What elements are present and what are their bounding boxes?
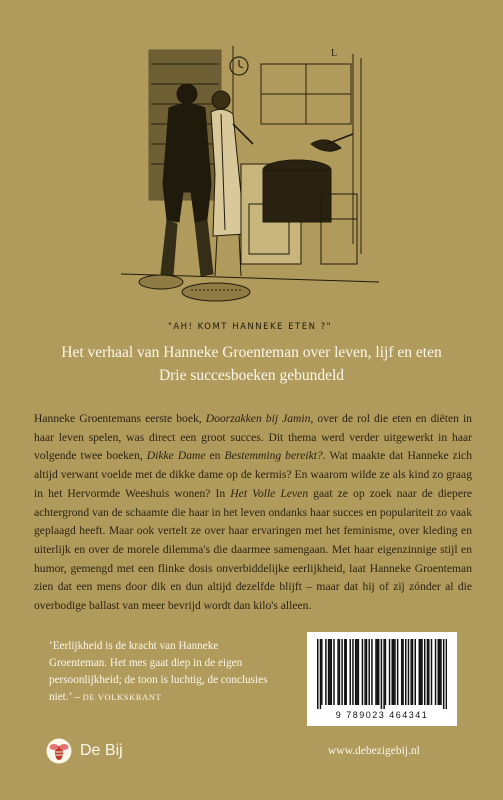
barcode-bar (344, 639, 346, 705)
book-title-bestemming: Bestemming bereikt? (224, 449, 323, 463)
blurb-text: en (205, 449, 225, 463)
barcode-bar (420, 639, 422, 705)
barcode-bar (345, 639, 347, 705)
barcode-bar (362, 639, 364, 705)
barcode-bar (333, 639, 335, 705)
barcode-bar (394, 639, 396, 705)
blurb-text: gaat ze op zoek naar de diepere achtergrond van de schaamte die haar in het leven ondanks haar succes en populariteit zo vaak geplaagd heeft. Maar ook vertelt ze over haar ervaringen met het feminisme, over kleding en uiterlijk en over de morele dilemma's die daarmee samengaan. Met haar eigenzinnige stijl en humor, gemengd met een flinke dosis onverbiddelijke eerlijkheid, laat Hanneke Groenteman zien dat een mens door dik en dun altijd dezelfde blijft – maar dat hij of zij zónder al die overbodige ballast van meer bevrijd wordt dan kilo's alleen. (34, 486, 472, 613)
back-cover-blurb (34, 410, 472, 616)
barcode-bar (381, 639, 383, 709)
barcode-bar (419, 639, 421, 705)
barcode-bar (321, 639, 323, 705)
book-title-doorzakken: Doorzakken bij Jamin (205, 412, 311, 425)
barcode-bar (385, 639, 387, 705)
barcode-bar (341, 639, 343, 705)
barcode-bar (427, 639, 429, 705)
barcode-bar (377, 639, 379, 705)
barcode-bar (366, 639, 368, 705)
barcode-bar (438, 639, 440, 705)
barcode-bar (368, 639, 370, 705)
barcode-bar (339, 639, 341, 705)
barcode-bar (358, 639, 360, 705)
tagline-subtitle: Het verhaal van Hanneke Groenteman over leven, lijf en eten (61, 344, 442, 361)
barcode-bar (329, 639, 331, 705)
barcode-bar (446, 639, 447, 709)
barcode-bar (352, 639, 354, 705)
barcode-bar (391, 639, 393, 705)
barcode-bar (320, 639, 322, 709)
blurb-text: Hanneke Groentemans eerste boek, (34, 412, 206, 425)
barcode-bar (424, 639, 426, 705)
barcode-bar (443, 639, 445, 709)
isbn-number: 9 789023 464341 (335, 710, 429, 720)
barcode-bar (328, 639, 330, 705)
barcode-bar (383, 639, 385, 709)
barcode-bar (389, 639, 391, 705)
book-title-volle-leven: Het Volle Leven (230, 486, 309, 500)
barcode-bar (440, 639, 442, 705)
sketch-caption: "AH! KOMT HANNEKE ETEN ?" (167, 322, 333, 332)
publisher-url: www.debezigebij.nl (328, 745, 420, 757)
sketch-signature: L (331, 48, 338, 59)
barcode-bar (428, 639, 430, 705)
barcode-bar (378, 639, 380, 705)
publisher-name: De Bij (80, 742, 123, 759)
barcode-bar (431, 639, 433, 705)
barcode-bar (410, 639, 412, 705)
barcode-bar (356, 639, 358, 705)
barcode-bar (364, 639, 366, 705)
quote-source: DE VOLKSKRANT (82, 692, 162, 702)
press-quote (49, 638, 269, 706)
barcode-bar (337, 639, 339, 705)
barcode-bar (408, 639, 410, 705)
barcode-bar (435, 639, 437, 705)
barcode-bar (401, 639, 403, 705)
barcode-bar (415, 639, 417, 705)
blurb-text: . Wat maakte dat Hanneke zich altijd verwant voelde met de dikke dame op de kermis? En waarom wilde ze als kind zo graag in het Hervormde Weeshuis wonen? In (34, 449, 472, 500)
barcode-bar (350, 639, 352, 705)
barcode-bar (375, 639, 377, 705)
barcode-bar (371, 639, 373, 705)
kitchen-sketch (121, 44, 379, 340)
barcode-bar (317, 639, 319, 709)
barcode-bar (325, 639, 327, 705)
barcode-bar (397, 639, 399, 705)
barcode-bar (439, 639, 441, 705)
barcode-bar (402, 639, 404, 705)
cover-illustration (121, 44, 379, 340)
barcode-bar (355, 639, 357, 705)
barcode-bar (331, 639, 333, 705)
barcode-bar (405, 639, 407, 705)
barcode-bar (393, 639, 395, 705)
quote-text: ‘Eerlijkheid is de kracht van Hanneke Groenteman. Het mes gaat diep in de eigen persoonlijkheid; de toon is luchtig, de conclusies niet.’ – (49, 640, 268, 703)
isbn-barcode (307, 632, 457, 726)
tagline-description: Drie succesboeken gebundeld (158, 367, 345, 384)
book-title-dikke-dame: Dikke Dame (146, 449, 206, 463)
publisher-logo (46, 735, 123, 767)
bee-icon (46, 738, 72, 764)
blurb-text: , over de rol die eten en diëten in haar leven spelen, was direct een groot succes. Dit thema werd verder uitgewerkt in haar volgende twee boeken, (34, 412, 472, 463)
barcode-bar (412, 639, 414, 705)
barcode-bars (317, 639, 447, 709)
barcode-bar (421, 639, 423, 705)
